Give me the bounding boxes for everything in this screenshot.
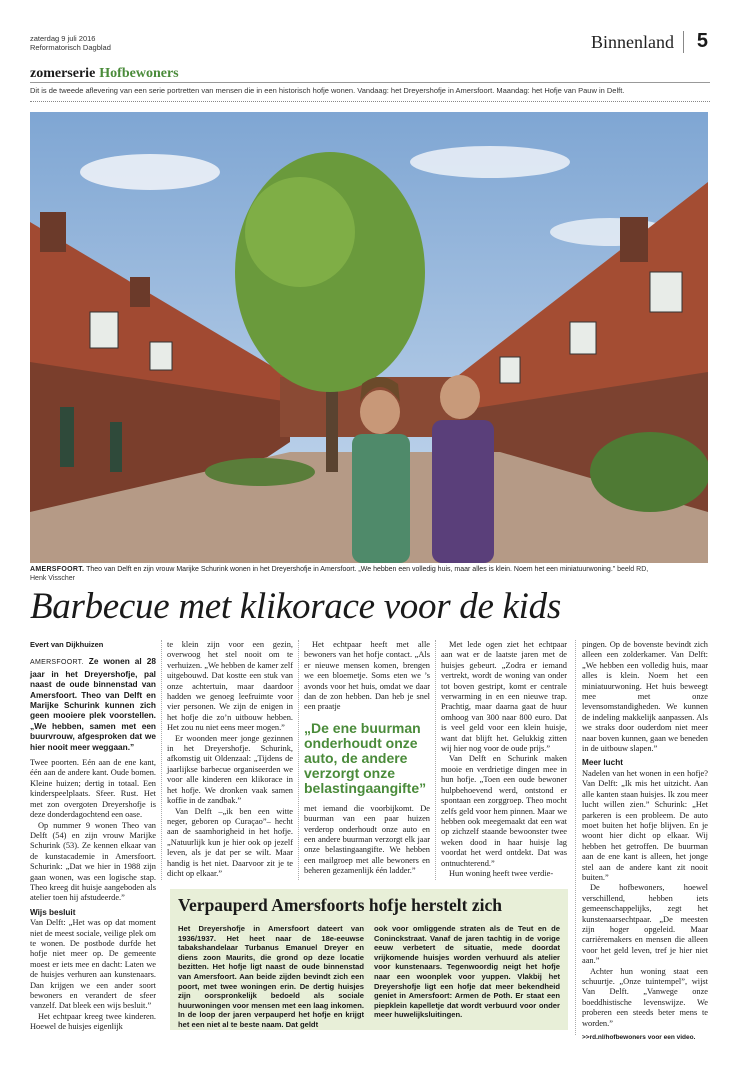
cloud bbox=[80, 154, 220, 190]
article-lede bbox=[30, 656, 156, 752]
woman-head bbox=[360, 390, 400, 434]
door bbox=[60, 407, 74, 467]
chimney bbox=[620, 217, 648, 262]
paragraph: te klein zijn voor een gezin, overwoog het stel nooit om te verhuizen. „We hebben de kamer zelf uitgebouwd. Dat kostte een stuk van onze achtertuin, maar daardoor hadden we genoeg leefruimte voor vier personen. We zijn de enigen in het hofje die zo’n uitbouw hebben. Het zou nu niet eens meer mogen.” bbox=[167, 640, 293, 733]
chimney bbox=[130, 277, 150, 307]
article-photo bbox=[30, 112, 708, 563]
page-number: 5 bbox=[696, 30, 708, 52]
section-name: Binnenland bbox=[591, 32, 674, 52]
subheading: Meer lucht bbox=[582, 758, 623, 768]
paragraph: pingen. Op de bovenste bevindt zich alleen een zolderkamer. Van Delft: „We hebben een volledig huis, maar alles is klein. Noem het een miniatuurwoning. Het huis beweegt mee met onze levensomstandigheden. We kunnen de indeling makkelijk aanpassen. Als we straks door ouderdom niet meer naar boven kunnen, gaan we beneden in de uitbouw slapen.” bbox=[582, 640, 708, 754]
paragraph: Met lede ogen ziet het echtpaar aan wat er de laatste jaren met de huisjes gebeurt. „Zodra er iemand vertrekt, wordt de woning van onder tot boven gestript, komt er centrale verwarming in en een nieuwe trap. Prachtig, maar daarna gaat de huur omhoog van 300 naar 800 euro. Dat is veel geld voor een klein huisje, want dat blijft het. Gelukkig zitten wij hier nog voor de oude prijs.” bbox=[441, 640, 567, 754]
series-name: Hofbewoners bbox=[99, 66, 179, 81]
man-shirt bbox=[432, 420, 494, 563]
paragraph: Hun woning heeft twee verdie- bbox=[449, 868, 554, 878]
window bbox=[500, 357, 520, 383]
paragraph: De hofbewoners, hoewel verschillend, hebben iets gemeenschappelijks, zegt het kunstenaarsechtpaar. „De meesten zijn hoger opgeleid. Maar carrièremakers en mensen die alleen voor het geld leven, tref je hier niet aan.” bbox=[582, 883, 708, 966]
caption-text: Theo van Delft en zijn vrouw Marijke Schurink wonen in het Dreyershofje in Amersfoort. „We hebben een volledig huis, maar alles is klein. Noem het een miniatuurwoning.” bbox=[86, 566, 616, 573]
window bbox=[650, 272, 682, 312]
window bbox=[90, 312, 118, 348]
tree-crown bbox=[245, 177, 355, 287]
window bbox=[150, 342, 172, 370]
headline: Barbecue met klikorace voor de kids bbox=[30, 586, 561, 627]
sidebar-column: ook voor omliggende straten als de Teut en de Coninckstraat. Vanaf de jaren tachtig in de vorige eeuw verbetert de situatie, mede doordat vrijkomende huisjes worden verhuurd als atelier voor kunstenaars. Tegenwoordig neigt het hofje naar een woonplek voor yuppen. Vlakbij het Dreyershofje ligt een hofje dat meer bekendheid geniet in Amersfoort: Armen de Poth. Er staat een piepklein kapelletje dat wordt verbuurd voor onder meer huwelijksluitingen. bbox=[374, 924, 560, 1020]
column-1 bbox=[30, 640, 156, 1033]
sidebar-columns bbox=[178, 924, 560, 1030]
paragraph: Twee poorten. Eén aan de ene kant, één aan de andere kant. Oude bomen. Kleine huizen; dertig in totaal. Een kinderspeelplaats. Sfeer. Rust. Het met zon overgoten Dreyershofje is deze donderdagochtend een oase. bbox=[30, 758, 156, 820]
photo-credit: beeld RD, bbox=[617, 566, 649, 573]
sidebar-column: Het Dreyershofje in Amersfoort dateert van 1936/1937. Het heet naar de 18e-eeuwse tabakshandelaar Turbanus Emanuel Dreyer en diens zoon Maurits, die grond op deze locatie bezitten. Het hofje ligt naast de oude binnenstad van Amersfoort. Aan beide zijden bevindt zich een poort, met twee woningen erin. De dertig huisjes zijn oorspronkelijk bedoeld als sociale huurwoningen voor mensen met een laag inkomen. In de loop der jaren verpauperd het hofje en krijgt het een niet al te beste naam. Dat geldt bbox=[178, 924, 364, 1029]
courtyard-illustration bbox=[30, 112, 708, 563]
newspaper-name: Reformatorisch Dagblad bbox=[30, 43, 111, 52]
lede-place: AMERSFOORT. bbox=[30, 659, 84, 667]
sidebar-title: Verpauperd Amersfoorts hofje herstelt zich bbox=[178, 895, 503, 915]
masthead bbox=[30, 28, 710, 58]
column-2 bbox=[167, 640, 293, 879]
issue-date: zaterdag 9 juli 2016 bbox=[30, 34, 96, 43]
cloud bbox=[410, 146, 570, 178]
sidebar-box bbox=[170, 889, 568, 1030]
section-divider bbox=[683, 31, 684, 53]
series-header bbox=[30, 64, 710, 82]
subheading: Wijs besluit bbox=[30, 907, 76, 917]
man-head bbox=[440, 375, 480, 419]
hedge bbox=[205, 458, 315, 486]
paragraph: Het echtpaar heeft met alle bewoners van het hofje contact. „Als er nieuwe mensen komen, brengen we een bloemetje. Soms eten we ’s avonds voor het huis, omdat we daar dan de zon hebben. Dan heb je snel een praatje bbox=[304, 640, 430, 712]
column-5 bbox=[582, 640, 708, 1043]
paragraph: Van Delft –„ik ben een witte neger, geboren op Curaçao”– hecht aan de saamhorigheid in het hofje. „Natuurlijk kun je hier ook op jezelf leven, als je dat per se wilt. Maar handig is het niet. Daarvoor zit je te dicht op elkaar.” bbox=[167, 806, 293, 878]
paragraph: met iemand die voorbijkomt. De buurman van een paar huizen verderop onderhoudt onze auto en een andere buurman verzorgt elk jaar onze belastingaangifte. We hebben een mailgroep met alle bewoners en beheren gezamenlijk één ladder.” bbox=[304, 803, 430, 876]
paragraph: Er woonden meer jonge gezinnen in het Dreyershofje. Schurink, afkomstig uit Oldenzaal: „Tijdens de jaarlijkse barbecue organiseerden we voor alle kinderen een klikorace in het hofje. We dronken vaak samen koffie in de zandbak.” bbox=[167, 733, 293, 806]
dotted-divider bbox=[30, 101, 710, 102]
series-intro: Dit is de tweede aflevering van een serie portretten van mensen die in een historisch hofje wonen. Vandaag: het Dreyershofje in Amersfoort. Maandag: het Hofje van Pauw in Delft. bbox=[30, 86, 625, 95]
paragraph: Op nummer 9 wonen Theo van Delft (54) en zijn vrouw Marijke Schurink (53). Ze kennen elkaar van de kunstacademie in Amersfoort. Schurink: „Dat we hier in 1988 zijn gaan wonen, was een logische stap. Theo kreeg dit huisje aangeboden als atelier toen hij afstudeerde.” bbox=[30, 820, 156, 903]
series-label: zomerserie bbox=[30, 66, 96, 81]
pull-quote: „De ene buurman onderhoudt onze auto, de andere verzorgt onze belastingaangifte” bbox=[304, 719, 427, 796]
column-separator bbox=[161, 640, 162, 880]
lede-text: Ze wonen al 28 jaar in het Dreyershofje, pal naast de oude binnenstad van Amersfoort. Theo van Delft en Marijke Schurink kunnen zich geen mooiere plek voorstellen. „We hebben, samen met een buurvrouw, afgesproken dat we hier nooit meer weggaan.” bbox=[30, 656, 156, 752]
door bbox=[110, 422, 122, 472]
column-separator bbox=[575, 640, 576, 1035]
woman-dress bbox=[352, 434, 410, 563]
photographer: Henk Visscher bbox=[30, 575, 76, 582]
column-separator bbox=[435, 640, 436, 880]
chimney bbox=[40, 212, 66, 252]
column-3 bbox=[304, 640, 430, 877]
column-separator bbox=[298, 640, 299, 880]
masthead-date-block bbox=[30, 34, 111, 52]
photo-caption bbox=[30, 565, 710, 583]
paragraph: Van Delft: „Het was op dat moment niet de meest sociale, veilige plek om te wonen. De postbode durfde het hofje niet meer op. De gemeente moest er iets mee en dacht: Laten we de huisjes verhuren aan kunstenaars. Dan krijgen we een ander soort bewoners en verandert de sfeer vanzelf. Dat bleek een wijs besluit.” bbox=[30, 918, 156, 1011]
paragraph: Het echtpaar kreeg twee kinderen. Hoewel de huisjes eigenlijk bbox=[30, 1011, 156, 1032]
byline: Evert van Dijkhuizen bbox=[30, 640, 104, 649]
series-rule bbox=[30, 82, 710, 83]
shrub bbox=[590, 432, 708, 512]
caption-place: AMERSFOORT. bbox=[30, 566, 85, 573]
paragraph: Achter hun woning staat een schuurtje. „Onze tuintempel”, wijst Van Delft. „Vanwege onze boeddhistische levenswijze. We proberen een steeds beter mens te worden.” bbox=[582, 966, 708, 1028]
column-4 bbox=[441, 640, 567, 879]
paragraph: Nadelen van het wonen in een hofje? Van Delft: „Ik mis het uitzicht. Aan alle kanten staan huisjes. Ik zou meer lucht willen zien.” Schurink: „Het parkeren is een probleem. De auto moet buiten het hofje blijven. En je woont hier dicht op elkaar. Wij hebben het getroffen. De buurman aan de ene kant is alleen, het jonge stel aan de andere kant zit nooit buiten.” bbox=[582, 768, 708, 882]
window bbox=[570, 322, 596, 354]
video-link[interactable]: >>rd.nl/hofbewoners voor een video. bbox=[582, 1034, 696, 1042]
paragraph: Van Delft en Schurink maken mooie en verdrietige dingen mee in hun hofje. „Toen een oude bewoner hulpbehoevend werd, ontstond er spontaan een zorggroep. Theo mocht zelfs geld voor hem pinnen. Maar we hebben ook meegemaakt dat een wat op zichzelf staande bewoonster twee weken dood in haar huisje lag voordat het werd ontdekt. Dat was ontnuchterend.” bbox=[441, 754, 567, 868]
